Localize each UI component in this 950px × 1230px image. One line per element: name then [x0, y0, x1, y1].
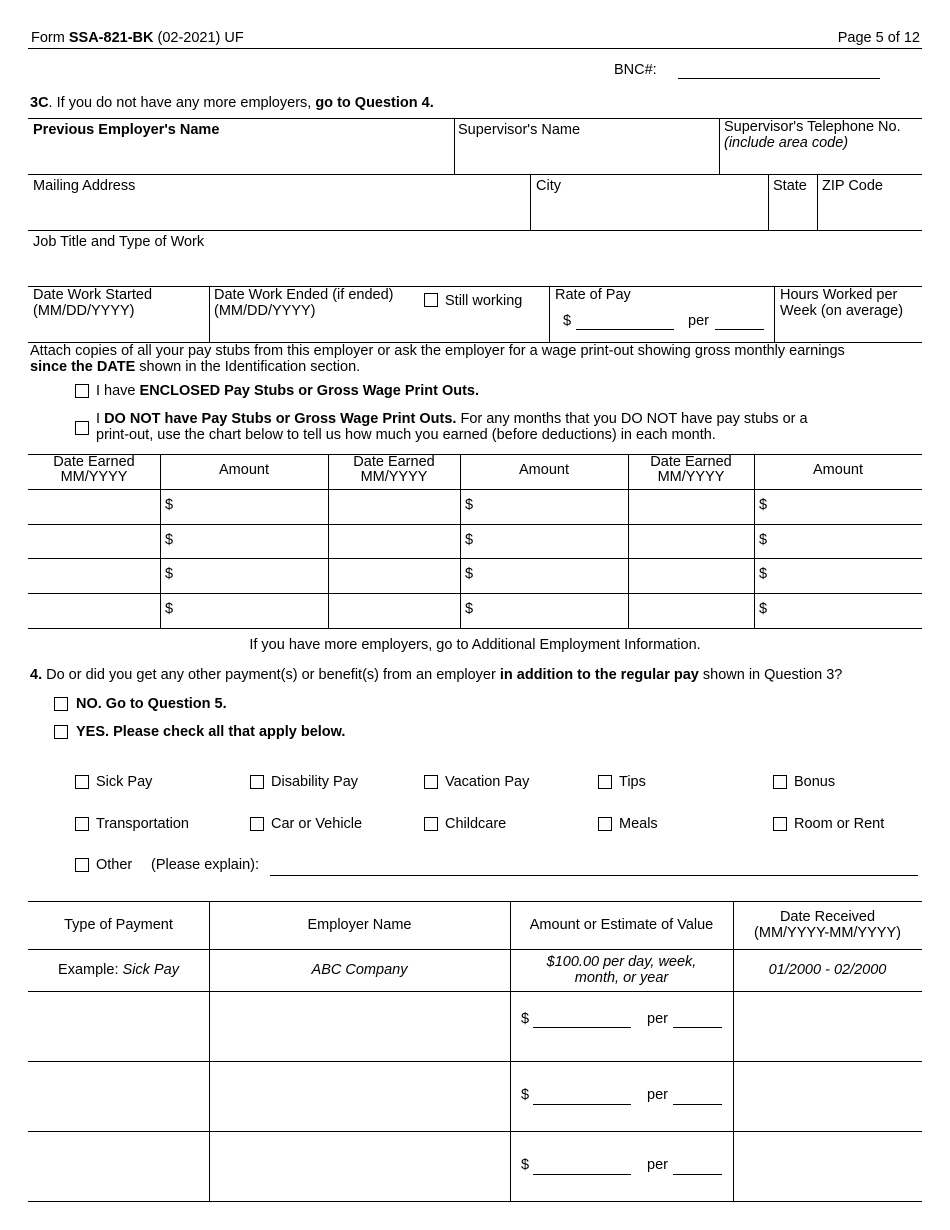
- tips-label: Tips: [619, 774, 646, 790]
- col-amount-2: Amount: [519, 462, 569, 478]
- rule: [719, 118, 720, 174]
- date-work-ended-field[interactable]: Date Work Ended (if ended) (MM/DD/YYYY): [214, 287, 394, 319]
- col-amount-3: Amount: [813, 462, 863, 478]
- previous-employer-name-field[interactable]: Previous Employer's Name: [33, 122, 220, 138]
- rule: [28, 174, 922, 175]
- col-date-earned-2: Date Earned MM/YYYY: [353, 454, 435, 485]
- rule: [754, 454, 755, 628]
- other-explain-field[interactable]: [270, 875, 918, 876]
- rule: [510, 901, 511, 1201]
- rule: [28, 1131, 922, 1132]
- question-4: 4. Do or did you get any other payment(s) or benefit(s) from an employer in addition to the regular pay shown in Question 3?: [30, 667, 843, 683]
- payment-amount-field[interactable]: [533, 1027, 631, 1028]
- more-employers-note: If you have more employers, go to Additional Employment Information.: [249, 637, 701, 653]
- payment-per-field[interactable]: [673, 1027, 722, 1028]
- rule: [817, 174, 818, 230]
- yes-check-all-label: YES. Please check all that apply below.: [76, 724, 346, 740]
- rule: [454, 118, 455, 174]
- rate-per-label: per: [688, 313, 709, 329]
- amount-cell[interactable]: $: [759, 601, 768, 617]
- vacation-pay-label: Vacation Pay: [445, 774, 530, 790]
- example-employer: ABC Company: [311, 962, 408, 978]
- rule: [530, 174, 531, 230]
- state-field[interactable]: State: [773, 178, 807, 194]
- rate-of-pay-label: Rate of Pay: [555, 287, 631, 303]
- example-type: Example: Sick Pay: [58, 962, 179, 978]
- bnc-field[interactable]: [678, 78, 880, 79]
- amount-cell[interactable]: $: [165, 566, 174, 582]
- meals-checkbox[interactable]: [598, 817, 612, 831]
- mailing-address-field[interactable]: Mailing Address: [33, 178, 136, 194]
- payment-per: per: [647, 1087, 668, 1103]
- rule: [28, 558, 922, 559]
- car-or-vehicle-checkbox[interactable]: [250, 817, 264, 831]
- vacation-pay-checkbox[interactable]: [424, 775, 438, 789]
- rule: [160, 454, 161, 628]
- rate-of-pay-amount-field[interactable]: [576, 329, 674, 330]
- childcare-checkbox[interactable]: [424, 817, 438, 831]
- rule: [28, 524, 922, 525]
- no-pay-stubs-label: I DO NOT have Pay Stubs or Gross Wage Print Outs. For any months that you DO NOT have pay stubs or a print-out, use the chart below to tell us how much you earned (before deductions) in each month.: [96, 411, 808, 443]
- amount-cell[interactable]: $: [465, 601, 474, 617]
- still-working-label: Still working: [445, 293, 523, 309]
- no-pay-stubs-checkbox[interactable]: [75, 421, 89, 435]
- city-field[interactable]: City: [536, 178, 561, 194]
- rule: [733, 901, 734, 1201]
- question-3c: 3C. If you do not have any more employers, go to Question 4.: [30, 95, 434, 111]
- payment-per-field[interactable]: [673, 1104, 722, 1105]
- col-amount-1: Amount: [219, 462, 269, 478]
- amount-cell[interactable]: $: [165, 532, 174, 548]
- hours-worked-field[interactable]: Hours Worked per Week (on average): [780, 287, 904, 319]
- no-go-to-q5-checkbox[interactable]: [54, 697, 68, 711]
- rate-dollar-sign: $: [563, 313, 572, 329]
- car-or-vehicle-label: Car or Vehicle: [271, 816, 363, 832]
- supervisor-name-field[interactable]: Supervisor's Name: [458, 122, 581, 138]
- payment-amount-field[interactable]: [533, 1104, 631, 1105]
- rule: [460, 454, 461, 628]
- rule: [28, 1061, 922, 1062]
- amount-cell[interactable]: $: [165, 601, 174, 617]
- amount-cell[interactable]: $: [759, 497, 768, 513]
- rule: [28, 454, 922, 455]
- rate-per-field[interactable]: [715, 329, 764, 330]
- bnc-label: BNC#:: [614, 62, 657, 78]
- col-type-of-payment: Type of Payment: [64, 917, 173, 933]
- col-date-earned-3: Date Earned MM/YYYY: [650, 454, 732, 485]
- amount-cell[interactable]: $: [465, 497, 474, 513]
- rule: [549, 286, 550, 342]
- enclosed-pay-stubs-label: I have ENCLOSED Pay Stubs or Gross Wage Print Outs.: [96, 383, 479, 399]
- payment-dollar: $: [521, 1157, 530, 1173]
- payment-per-field[interactable]: [673, 1174, 722, 1175]
- rule: [774, 286, 775, 342]
- amount-cell[interactable]: $: [165, 497, 174, 513]
- other-label: Other: [96, 857, 133, 873]
- sick-pay-label: Sick Pay: [96, 774, 153, 790]
- rule: [28, 949, 922, 950]
- rule: [28, 593, 922, 594]
- please-explain-label: (Please explain):: [151, 857, 259, 873]
- header-rule: [28, 48, 922, 49]
- amount-cell[interactable]: $: [465, 532, 474, 548]
- col-employer-name: Employer Name: [307, 917, 412, 933]
- meals-label: Meals: [619, 816, 658, 832]
- other-checkbox[interactable]: [75, 858, 89, 872]
- childcare-label: Childcare: [445, 816, 507, 832]
- disability-pay-checkbox[interactable]: [250, 775, 264, 789]
- bonus-label: Bonus: [794, 774, 836, 790]
- amount-cell[interactable]: $: [759, 566, 768, 582]
- col-date-received: Date Received (MM/YYYY-MM/YYYY): [754, 909, 901, 941]
- rule: [28, 628, 922, 629]
- supervisor-phone-field[interactable]: Supervisor's Telephone No. (include area code): [724, 119, 901, 151]
- rule: [28, 489, 922, 490]
- room-or-rent-label: Room or Rent: [794, 816, 885, 832]
- rule: [209, 901, 210, 1201]
- sick-pay-checkbox[interactable]: [75, 775, 89, 789]
- payment-per: per: [647, 1011, 668, 1027]
- rule: [28, 1201, 922, 1202]
- payment-per: per: [647, 1157, 668, 1173]
- rule: [28, 230, 922, 231]
- amount-cell[interactable]: $: [465, 566, 474, 582]
- tips-checkbox[interactable]: [598, 775, 612, 789]
- form-identifier: Form SSA-821-BK (02-2021) UF: [31, 30, 244, 46]
- attach-instructions: Attach copies of all your pay stubs from this employer or ask the employer for a wage print-out showing gross monthly earnings since the DATE shown in the Identification section.: [30, 343, 845, 375]
- payment-dollar: $: [521, 1087, 530, 1103]
- disability-pay-label: Disability Pay: [271, 774, 359, 790]
- page-number: Page 5 of 12: [837, 30, 920, 46]
- amount-cell[interactable]: $: [759, 532, 768, 548]
- job-title-field[interactable]: Job Title and Type of Work: [33, 234, 205, 250]
- date-work-started-field[interactable]: Date Work Started (MM/DD/YYYY): [33, 287, 153, 319]
- bonus-checkbox[interactable]: [773, 775, 787, 789]
- zip-code-field[interactable]: ZIP Code: [822, 178, 883, 194]
- enclosed-pay-stubs-checkbox[interactable]: [75, 384, 89, 398]
- rule: [28, 901, 922, 902]
- rule: [209, 286, 210, 342]
- rule: [768, 174, 769, 230]
- transportation-label: Transportation: [96, 816, 189, 832]
- no-go-to-q5-label: NO. Go to Question 5.: [76, 696, 227, 712]
- rule: [28, 991, 922, 992]
- col-date-earned-1: Date Earned MM/YYYY: [53, 454, 135, 485]
- payment-dollar: $: [521, 1011, 530, 1027]
- still-working-checkbox[interactable]: [424, 293, 438, 307]
- payment-amount-field[interactable]: [533, 1174, 631, 1175]
- transportation-checkbox[interactable]: [75, 817, 89, 831]
- example-date: 01/2000 - 02/2000: [768, 962, 887, 978]
- example-amount: $100.00 per day, week, month, or year: [546, 954, 697, 986]
- col-amount-value: Amount or Estimate of Value: [529, 917, 714, 933]
- yes-check-all-checkbox[interactable]: [54, 725, 68, 739]
- room-or-rent-checkbox[interactable]: [773, 817, 787, 831]
